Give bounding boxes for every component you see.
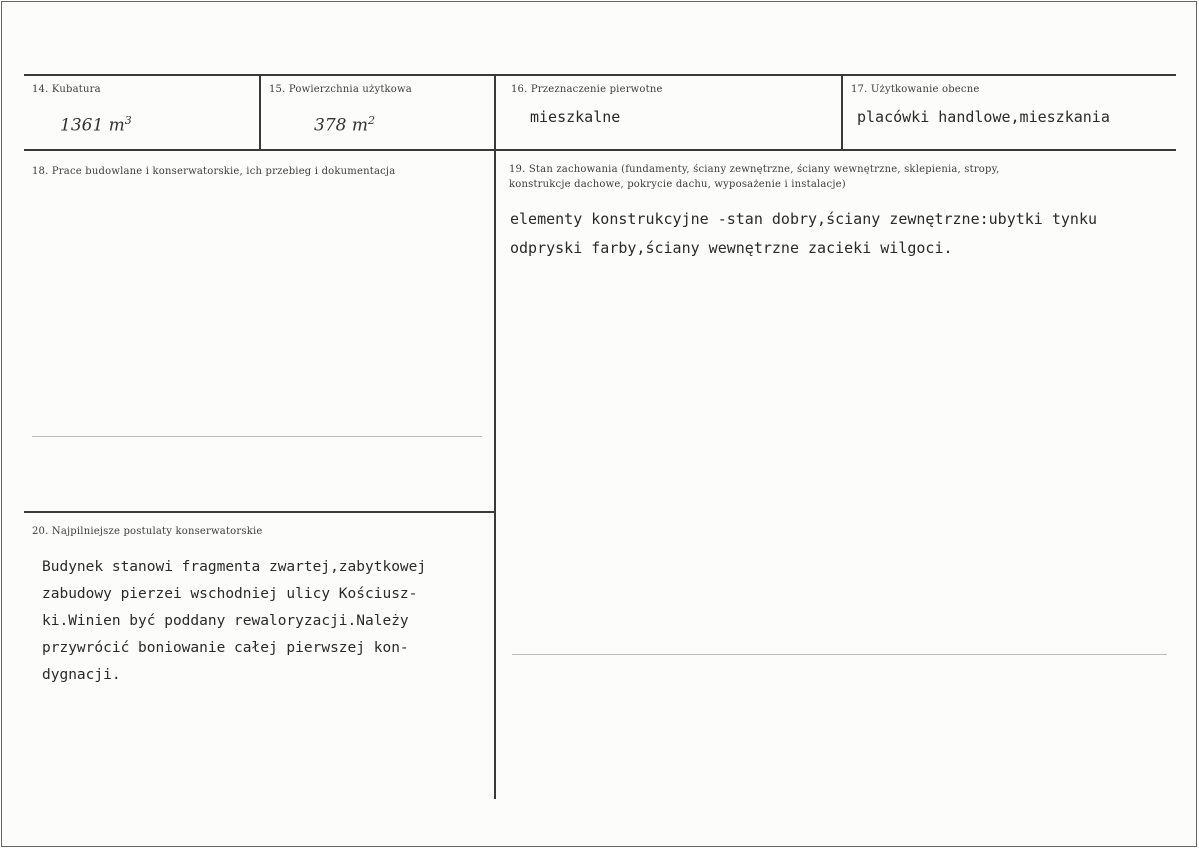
field-15-label: 15. Powierzchnia użytkowa: [269, 84, 412, 95]
field-14-unit-sup: 3: [124, 114, 132, 127]
field-20-line: ki.Winien być poddany rewaloryzacji.Należy: [42, 613, 409, 629]
field-14-number: 1361 m: [60, 115, 125, 136]
top-rule: [24, 74, 1176, 76]
faint-rule-left: [32, 436, 482, 437]
field-20-text: [42, 554, 426, 689]
field-15-value: [314, 114, 375, 136]
field-14-label: 14. Kubatura: [32, 84, 101, 95]
faint-rule-right: [512, 654, 1167, 655]
field-17-label: 17. Użytkowanie obecne: [851, 84, 980, 95]
divider-main: [494, 149, 496, 799]
field-20-label: 20. Najpilniejsze postulaty konserwatorskie: [32, 526, 263, 537]
field-19-line: odpryski farby,ściany wewnętrzne zacieki wilgoci.: [510, 239, 953, 257]
field-20-line: dygnacji.: [42, 667, 121, 683]
field-18-label: 18. Prace budowlane i konserwatorskie, ich przebieg i dokumentacja: [32, 166, 396, 177]
field-19-label-line1: 19. Stan zachowania (fundamenty, ściany zewnętrzne, ściany wewnętrzne, sklepienia, stropy,: [509, 164, 1000, 175]
field-19-label: [509, 162, 1079, 192]
field-14-value: [60, 114, 132, 136]
section-18-20-rule: [24, 511, 494, 513]
field-15-unit-sup: 2: [367, 114, 375, 127]
inventory-card: [1, 1, 1197, 847]
field-19-label-line2: konstrukcje dachowe, pokrycie dachu, wyposażenie i instalacje): [509, 179, 846, 190]
field-16-label: 16. Przeznaczenie pierwotne: [511, 84, 663, 95]
field-20-line: przywrócić boniowanie całej pierwszej kon-: [42, 640, 409, 656]
field-17-value: placówki handlowe,mieszkania: [857, 108, 1110, 126]
field-16-value: mieszkalne: [530, 108, 621, 126]
divider-14-15: [259, 75, 261, 150]
divider-15-16: [494, 75, 496, 150]
field-20-line: Budynek stanowi fragmenta zwartej,zabytkowej: [42, 559, 427, 575]
row1-bottom-rule: [24, 149, 1176, 151]
field-20-line: zabudowy pierzei wschodniej ulicy Kościusz-: [42, 586, 418, 602]
field-19-line: elementy konstrukcyjne -stan dobry,ściany zewnętrzne:ubytki tynku: [510, 210, 1097, 228]
divider-16-17: [841, 75, 843, 150]
field-19-text: [510, 205, 1097, 263]
field-15-number: 378 m: [314, 115, 368, 136]
